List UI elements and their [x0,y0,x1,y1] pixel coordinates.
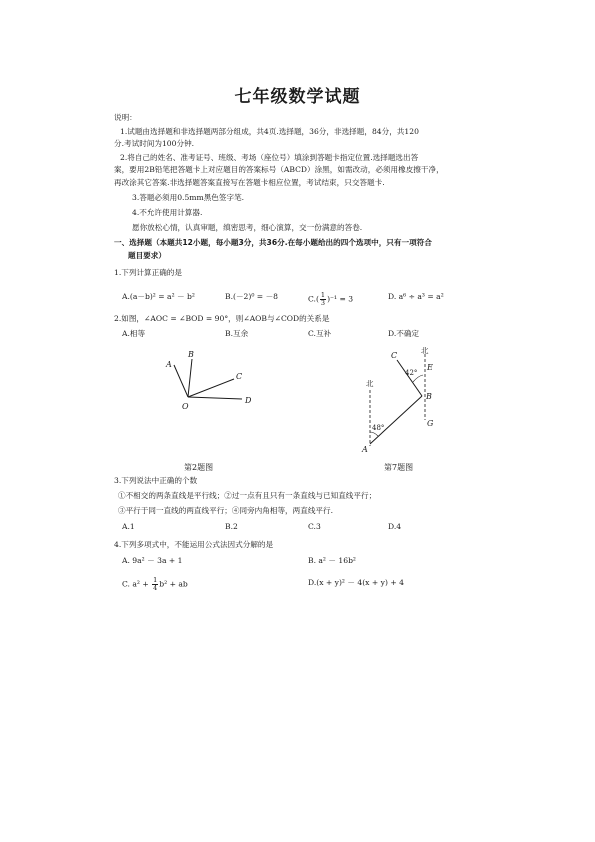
label-B: B [426,392,432,401]
figure-2-caption: 第2题图 [184,463,214,472]
fraction-denominator: 4 [153,584,158,592]
q4-option-a: A. 9a² － 3a + 1 [122,556,183,565]
q4-option-c-fraction [152,577,158,592]
ray-OB [188,359,192,397]
q3-option-c: C.3 [308,522,321,531]
label-O: O [182,402,189,411]
instruction-1b: 分.考试时间为100分钟. [114,139,195,148]
q1-option-b: B.(－2)⁰ = －8 [225,292,279,301]
q3-stem: 3.下列说法中正确的个数 [114,476,198,485]
q1-option-c-suffix: )⁻¹ = 3 [327,294,354,304]
q1-option-c-prefix: C.( [308,294,319,304]
label-E: E [427,363,433,372]
instruction-1a: 1.试题由选择题和非选择题两部分组成，共4页.选择题，36分，非选择题，84分，共120 [120,127,419,136]
q3-option-a: A.1 [122,522,135,531]
q4-stem: 4.下列多项式中，不能运用公式法因式分解的是 [114,540,274,549]
label-B: B [188,350,194,359]
section1-heading-line1: 一、选择题（本题共12小题，每小题3分，共36分.在每小题给出的四个选项中，只有一项符合 [114,238,432,247]
label-D: D [245,396,252,405]
label-C: C [391,351,398,360]
instruction-2b: 案，要用2B铅笔把答题卡上对应题目的答案标号（ABCD）涂黑，如需改动，必须用橡皮擦干净， [114,165,444,174]
ray-OA [174,365,188,397]
fraction-denominator: 3 [320,299,326,307]
q3-option-b: B.2 [225,522,238,531]
label-A: A [362,445,368,454]
section1-heading-line2: 题目要求） [128,251,166,260]
q2-option-b: B.互余 [225,329,249,338]
north-label-B: 北 [421,346,429,355]
q4-option-b: B. a² － 16b² [308,556,356,565]
q1-option-c [308,292,353,307]
ray-OC [188,379,234,397]
instructions-motto: 愿你放松心情，认真审题，缜密思考，细心演算，交一份满意的答卷. [132,223,363,232]
q1-option-d: D. a⁶ ÷ a³ = a² [388,292,444,301]
fraction-numerator: 1 [153,576,158,584]
q3-statement-1: ①不相交的两条直线是平行线；②过一点有且只有一条直线与已知直线平行； [118,491,377,500]
instruction-4: 4.不允许使用计算器. [132,208,203,217]
q4-option-c-suffix: b² + ab [159,579,188,589]
instruction-2c: 再改涂其它答案.非选择题答案直接写在答题卡相应位置，考试结束，只交答题卡. [114,178,385,187]
label-C: C [236,372,243,381]
label-G: G [427,419,434,428]
figure-question-2 [150,345,280,420]
q2-stem: 2.如图，∠AOC = ∠BOD = 90°，则∠AOB与∠COD的关系是 [114,314,330,323]
instructions-heading: 说明： [114,113,137,122]
angle-arc-bottom [370,432,378,436]
q1-option-a: A.(a－b)² = a² － b² [122,292,195,301]
q2-option-a: A.相等 [122,329,146,338]
q4-option-d: D.(x + y)² － 4(x + y) + 4 [308,578,404,587]
q4-option-c-prefix: C. a² + [122,579,152,589]
page-title: 七年级数学试题 [234,87,361,107]
ray-OD [188,397,242,399]
figure-7-caption: 第7题图 [384,463,414,472]
q2-option-d: D.不确定 [388,329,420,338]
angle-label-48: 48° [372,424,385,432]
q2-option-c: C.互补 [308,329,332,338]
angle-label-42: 42° [405,369,418,377]
q3-option-d: D.4 [388,522,402,531]
instruction-3: 3.答题必须用0.5mm黑色签字笔. [132,193,245,202]
segment-AB [370,396,422,444]
q4-option-c [122,577,188,592]
q1-option-c-fraction [320,292,326,307]
q1-stem: 1.下列计算正确的是 [114,268,182,277]
segment-BC [397,360,422,396]
q3-statement-2: ③平行于同一直线的两直线平行；④同旁内角相等，两直线平行. [118,506,334,515]
figure-question-7 [355,342,455,460]
north-label-A: 北 [366,379,374,388]
instruction-2a: 2.将自己的姓名、准考证号、班级、考场（座位号）填涂到答题卡指定位置.选择题选出答 [120,153,419,162]
fraction-numerator: 1 [320,291,326,299]
label-A: A [166,360,172,369]
